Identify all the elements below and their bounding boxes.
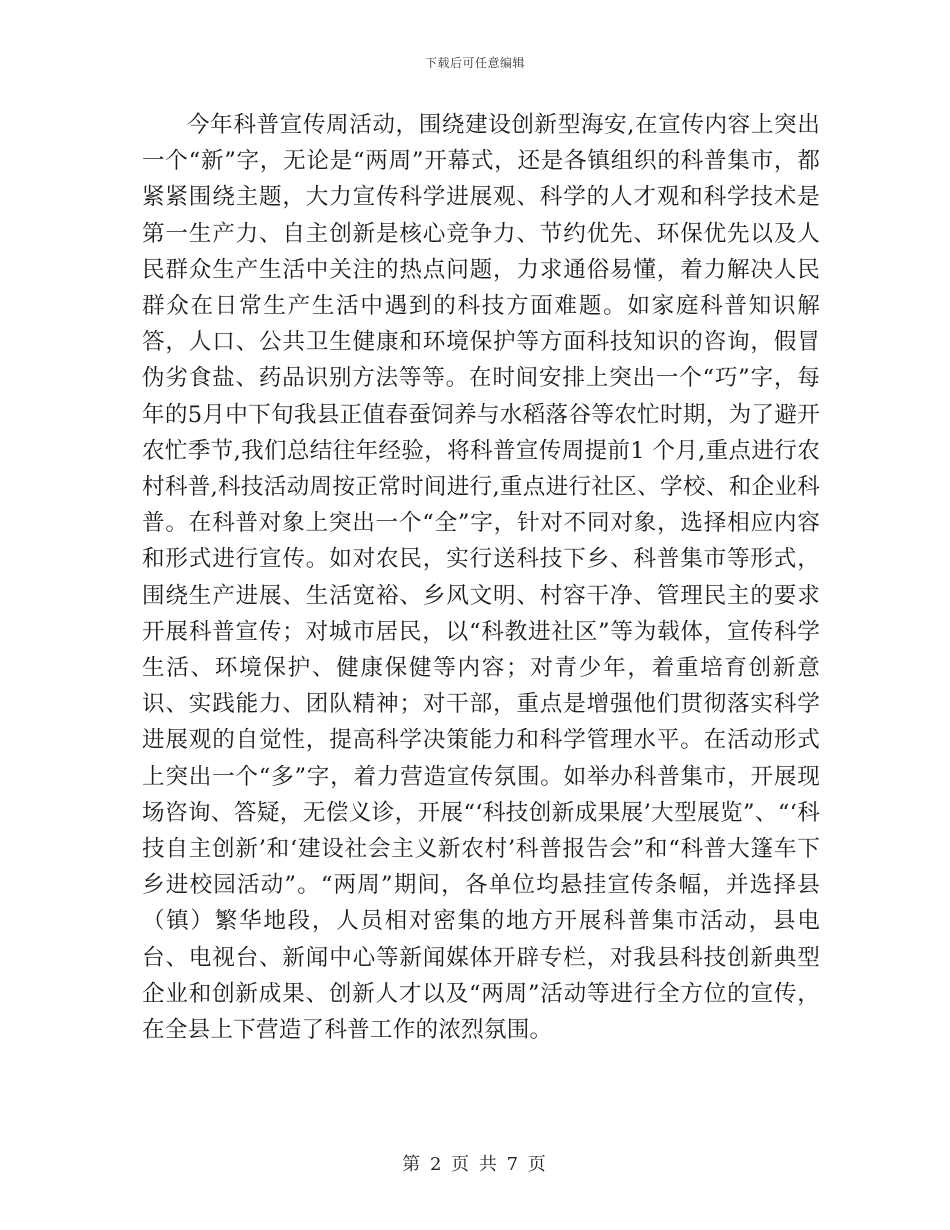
page-header-note: 下载后可任意编辑: [424, 56, 525, 70]
page-number: 第 2 页 共 7 页: [402, 1154, 548, 1175]
body-paragraph: 今年科普宣传周活动，围绕建设创新型海安,在宣传内容上突出一个“新”字，无论是“两周”开幕式，还是各镇组织的科普集市，都紧紧围绕主题，大力宣传科学进展观、科学的人才观和科学技术是第一生产力、自主创新是核心竞争力、节约优先、环保优先以及人民群众生产生活中关注的热点问题，力求通俗易懂，着力解决人民群众在日常生产生活中遇到的科技方面难题。如家庭科普知识解答，人口、公共卫生健康和环境保护等方面科技知识的咨询，假冒伪劣食盐、药品识别方法等等。在时间安排上突出一个“巧”字，每年的5月中下旬我县正值春蚕饲养与水稻落谷等农忙时期，为了避开农忙季节,我们总结往年经验，将科普宣传周提前1 个月,重点进行农村科普,科技活动周按正常时间进行,重点进行社区、学校、和企业科普。在科普对象上突出一个“全”字，针对不同对象，选择相应内容和形式进行宣传。如对农民，实行送科技下乡、科普集市等形式，围绕生产进展、生活宽裕、乡风文明、村容干净、管理民主的要求开展科普宣传；对城市居民，以“科教进社区”等为载体，宣传科学生活、环境保护、健康保健等内容；对青少年，着重培育创新意识、实践能力、团队精神；对干部，重点是增强他们贯彻落实科学进展观的自觉性，提高科学决策能力和科学管理水平。在活动形式上突出一个“多”字，着力营造宣传氛围。如举办科普集市，开展现场咨询、答疑，无偿义诊，开展“‘科技创新成果展’大型展览”、“‘科技自主创新’和‘建设社会主义新农村’科普报告会”和“科普大篷车下乡进校园活动”。“两周”期间，各单位均悬挂宣传条幅，并选择县（镇）繁华地段，人员相对密集的地方开展科普集市活动，县电台、电视台、新闻中心等新闻媒体开辟专栏，对我县科技创新典型企业和创新成果、创新人才以及“两周”活动等进行全方位的宣传，在全县上下营造了科普工作的浓烈氛围。: [142, 112, 820, 1044]
